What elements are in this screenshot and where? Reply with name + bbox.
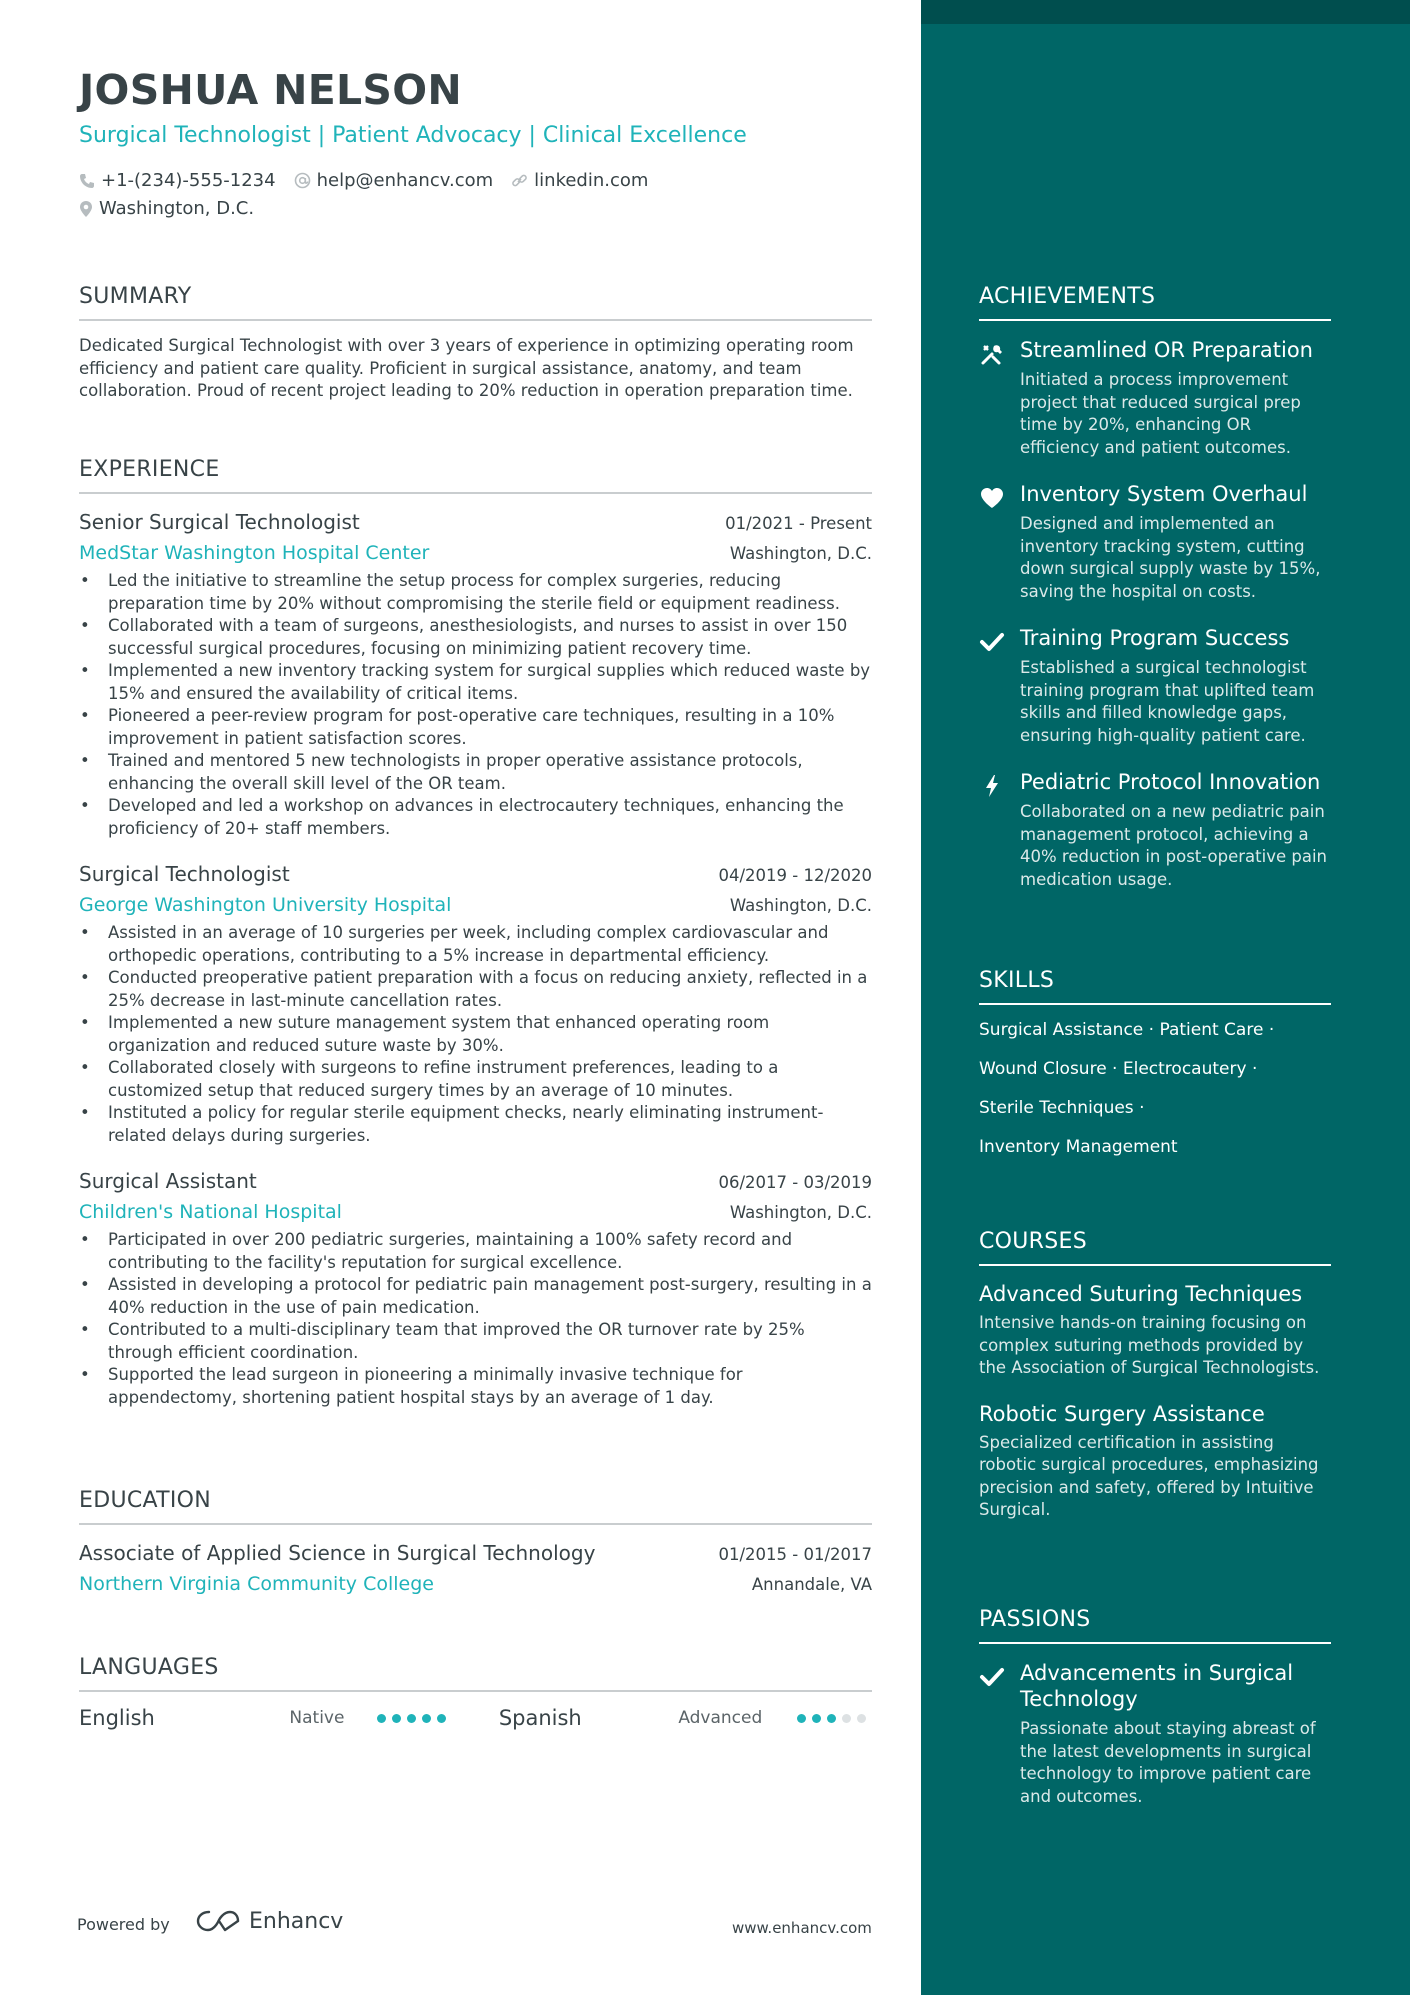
contact-location: Washington, D.C. <box>79 198 272 219</box>
skill-line: Surgical Assistance · Patient Care · <box>979 1020 1275 1040</box>
rating-dot <box>422 1714 431 1723</box>
bolt-icon <box>979 773 1005 799</box>
skills-list <box>979 1011 1331 1167</box>
achievement-item <box>979 625 1331 747</box>
achievement-item <box>979 769 1331 891</box>
list-item: • Led the initiative to streamline the setup process for complex surgeries, reducing preparation time by 20% without compromising the sterile field or equipment readiness. <box>79 570 872 615</box>
contact-row <box>79 170 666 191</box>
achievement-desc: Established a surgical technologist training program that uplifted team skills and filled knowledge gaps, ensuring high-quality patient care. <box>1020 658 1315 745</box>
achievements-section <box>979 284 1331 891</box>
skills-section <box>979 968 1331 1167</box>
course-item <box>979 1282 1331 1380</box>
sidebar <box>921 0 1410 1995</box>
achievement-title: Inventory System Overhaul <box>1020 482 1308 506</box>
footer-website[interactable]: www.enhancv.com <box>732 1919 872 1937</box>
enhancv-logo-icon <box>195 1908 241 1934</box>
job-entry <box>79 1169 872 1409</box>
education-entry <box>79 1541 872 1595</box>
language-name: Spanish <box>498 1706 582 1730</box>
degree-title: Associate of Applied Science in Surgical Technology <box>79 1541 596 1565</box>
check-icon <box>979 629 1005 655</box>
language-rating <box>797 1714 872 1723</box>
school-name: Northern Virginia Community College <box>79 1573 434 1595</box>
course-title: Advanced Suturing Techniques <box>979 1282 1303 1306</box>
achievement-title: Training Program Success <box>1020 626 1290 650</box>
summary-section <box>79 284 872 403</box>
skill-line: Wound Closure · Electrocautery · <box>979 1059 1258 1079</box>
heart-icon <box>979 485 1005 511</box>
footer-powered-by: Powered by <box>77 1915 170 1934</box>
achievement-item <box>979 481 1331 603</box>
at-icon <box>294 172 311 189</box>
section-title: EXPERIENCE <box>79 457 872 494</box>
rating-dot <box>797 1714 806 1723</box>
section-title: ACHIEVEMENTS <box>979 284 1331 321</box>
job-company: Children's National Hospital <box>79 1201 342 1223</box>
section-title: EDUCATION <box>79 1488 872 1525</box>
job-title: Surgical Technologist <box>79 862 290 886</box>
language-rating <box>377 1714 499 1723</box>
list-item: • Instituted a policy for regular sterile equipment checks, nearly eliminating instrument-related delays during surgeries. <box>79 1102 872 1147</box>
passion-item <box>979 1660 1331 1808</box>
location-pin-icon <box>79 200 93 218</box>
rating-dot <box>437 1714 446 1723</box>
summary-text: Dedicated Surgical Technologist with over 3 years of experience in optimizing operating room efficiency and patient care quality. Proficient in surgical assistance, anatomy, and team collaboration. Proud of recent project leading to 20% reduction in operation preparation time. <box>79 336 854 400</box>
languages-section <box>79 1655 872 1730</box>
achievement-title: Pediatric Protocol Innovation <box>1020 770 1321 794</box>
list-item: • Supported the lead surgeon in pioneering a minimally invasive technique for appendectomy, shortening patient hospital stays by an average of 1 day. <box>79 1364 872 1409</box>
language-level: Advanced <box>678 1708 763 1728</box>
job-bullets <box>79 1229 872 1409</box>
job-title: Senior Surgical Technologist <box>79 510 360 534</box>
job-dates: 01/2021 - Present <box>725 514 872 533</box>
list-item: • Collaborated closely with surgeons to refine instrument preferences, leading to a customized setup that reduced surgery times by an average of 10 minutes. <box>79 1057 872 1102</box>
rating-dot <box>392 1714 401 1723</box>
job-entry <box>79 862 872 1147</box>
list-item: • Conducted preoperative patient preparation with a focus on reducing anxiety, reflected in a 25% decrease in last-minute cancellation rates. <box>79 967 872 1012</box>
language-level: Native <box>289 1708 345 1728</box>
list-item: • Pioneered a peer-review program for post-operative care techniques, resulting in a 10% improvement in patient satisfaction scores. <box>79 705 872 750</box>
job-title: Surgical Assistant <box>79 1169 257 1193</box>
tools-icon <box>979 341 1005 367</box>
course-desc: Intensive hands-on training focusing on complex suturing methods provided by the Association of Surgical Technologists. <box>979 1313 1320 1377</box>
job-company: MedStar Washington Hospital Center <box>79 542 430 564</box>
course-desc: Specialized certification in assisting robotic surgical procedures, emphasizing precision and safety, offered by Intuitive Surgical. <box>979 1432 1319 1519</box>
job-entry <box>79 510 872 840</box>
brand-name: Enhancv <box>249 1908 344 1934</box>
link-icon <box>511 172 528 189</box>
section-title: SUMMARY <box>79 284 872 321</box>
section-title: COURSES <box>979 1229 1331 1266</box>
rating-dot <box>827 1714 836 1723</box>
candidate-tagline: Surgical Technologist | Patient Advocacy | Clinical Excellence <box>79 123 747 148</box>
list-item: • Collaborated with a team of surgeons, anesthesiologists, and nurses to assist in over 150 successful surgical procedures, focusing on minimizing patient recovery time. <box>79 615 872 660</box>
passions-section <box>979 1607 1331 1808</box>
rating-dot <box>407 1714 416 1723</box>
school-location: Annandale, VA <box>751 1575 872 1594</box>
rating-dot <box>812 1714 821 1723</box>
passion-desc: Passionate about staying abreast of the latest developments in surgical technology to improve patient care and outcomes. <box>1020 1719 1316 1806</box>
course-title: Robotic Surgery Assistance <box>979 1401 1265 1426</box>
languages-row <box>79 1706 872 1730</box>
skill-line: Inventory Management <box>979 1137 1178 1157</box>
achievement-desc: Designed and implemented an inventory tracking system, cutting down surgical supply waste by 15%, saving the hospital on costs. <box>1020 514 1321 601</box>
rating-dot <box>857 1714 866 1723</box>
list-item: • Implemented a new suture management system that enhanced operating room organization and reduced suture waste by 30%. <box>79 1012 872 1057</box>
check-icon <box>979 1664 1005 1690</box>
section-title: PASSIONS <box>979 1607 1331 1644</box>
list-item: • Assisted in an average of 10 surgeries per week, including complex cardiovascular and orthopedic operations, contributing to a 5% increase in departmental efficiency. <box>79 922 872 967</box>
job-bullets <box>79 570 872 840</box>
course-item <box>979 1402 1331 1522</box>
contact-email[interactable]: help@enhancv.com <box>294 170 494 191</box>
sidebar-top-band <box>921 0 1410 24</box>
achievement-desc: Collaborated on a new pediatric pain management protocol, achieving a 40% reduction in post-operative pain medication usage. <box>1020 802 1327 889</box>
rating-dot <box>377 1714 386 1723</box>
list-item: • Trained and mentored 5 new technologists in proper operative assistance protocols, enhancing the overall skill level of the OR team. <box>79 750 872 795</box>
passion-title: Advancements in Surgical Technology <box>1020 1661 1294 1711</box>
achievement-desc: Initiated a process improvement project that reduced surgical prep time by 20%, enhancing OR efficiency and patient outcomes. <box>1020 370 1301 457</box>
job-location: Washington, D.C. <box>729 1203 872 1222</box>
section-title: SKILLS <box>979 968 1331 1005</box>
list-item: • Contributed to a multi-disciplinary team that improved the OR turnover rate by 25% through efficient coordination. <box>79 1319 872 1364</box>
job-company: George Washington University Hospital <box>79 894 452 916</box>
job-location: Washington, D.C. <box>729 896 872 915</box>
list-item: • Assisted in developing a protocol for pediatric pain management post-surgery, resulting in a 40% reduction in the use of pain medication. <box>79 1274 872 1319</box>
job-location: Washington, D.C. <box>729 544 872 563</box>
skill-line: Sterile Techniques · <box>979 1098 1145 1118</box>
list-item: • Participated in over 200 pediatric surgeries, maintaining a 100% safety record and contributing to the facility's reputation for surgical excellence. <box>79 1229 872 1274</box>
contact-phone: +1-(234)-555-1234 <box>79 170 276 191</box>
education-section <box>79 1488 872 1595</box>
footer-brand <box>195 1908 343 1934</box>
job-dates: 06/2017 - 03/2019 <box>718 1173 872 1192</box>
candidate-name: JOSHUA NELSON <box>79 66 463 114</box>
contact-linkedin[interactable]: linkedin.com <box>511 170 648 191</box>
education-dates: 01/2015 - 01/2017 <box>718 1545 872 1564</box>
experience-section <box>79 457 872 1409</box>
job-dates: 04/2019 - 12/2020 <box>718 866 872 885</box>
achievement-title: Streamlined OR Preparation <box>1020 338 1313 362</box>
achievement-item <box>979 337 1331 459</box>
list-item: • Developed and led a workshop on advances in electrocautery techniques, enhancing the proficiency of 20+ staff members. <box>79 795 872 840</box>
phone-icon <box>79 173 95 189</box>
rating-dot <box>842 1714 851 1723</box>
language-name: English <box>79 1706 155 1730</box>
list-item: • Implemented a new inventory tracking system for surgical supplies which reduced waste by 15% and ensured the availability of critical items. <box>79 660 872 705</box>
job-bullets <box>79 922 872 1147</box>
courses-section <box>979 1229 1331 1522</box>
section-title: LANGUAGES <box>79 1655 872 1692</box>
